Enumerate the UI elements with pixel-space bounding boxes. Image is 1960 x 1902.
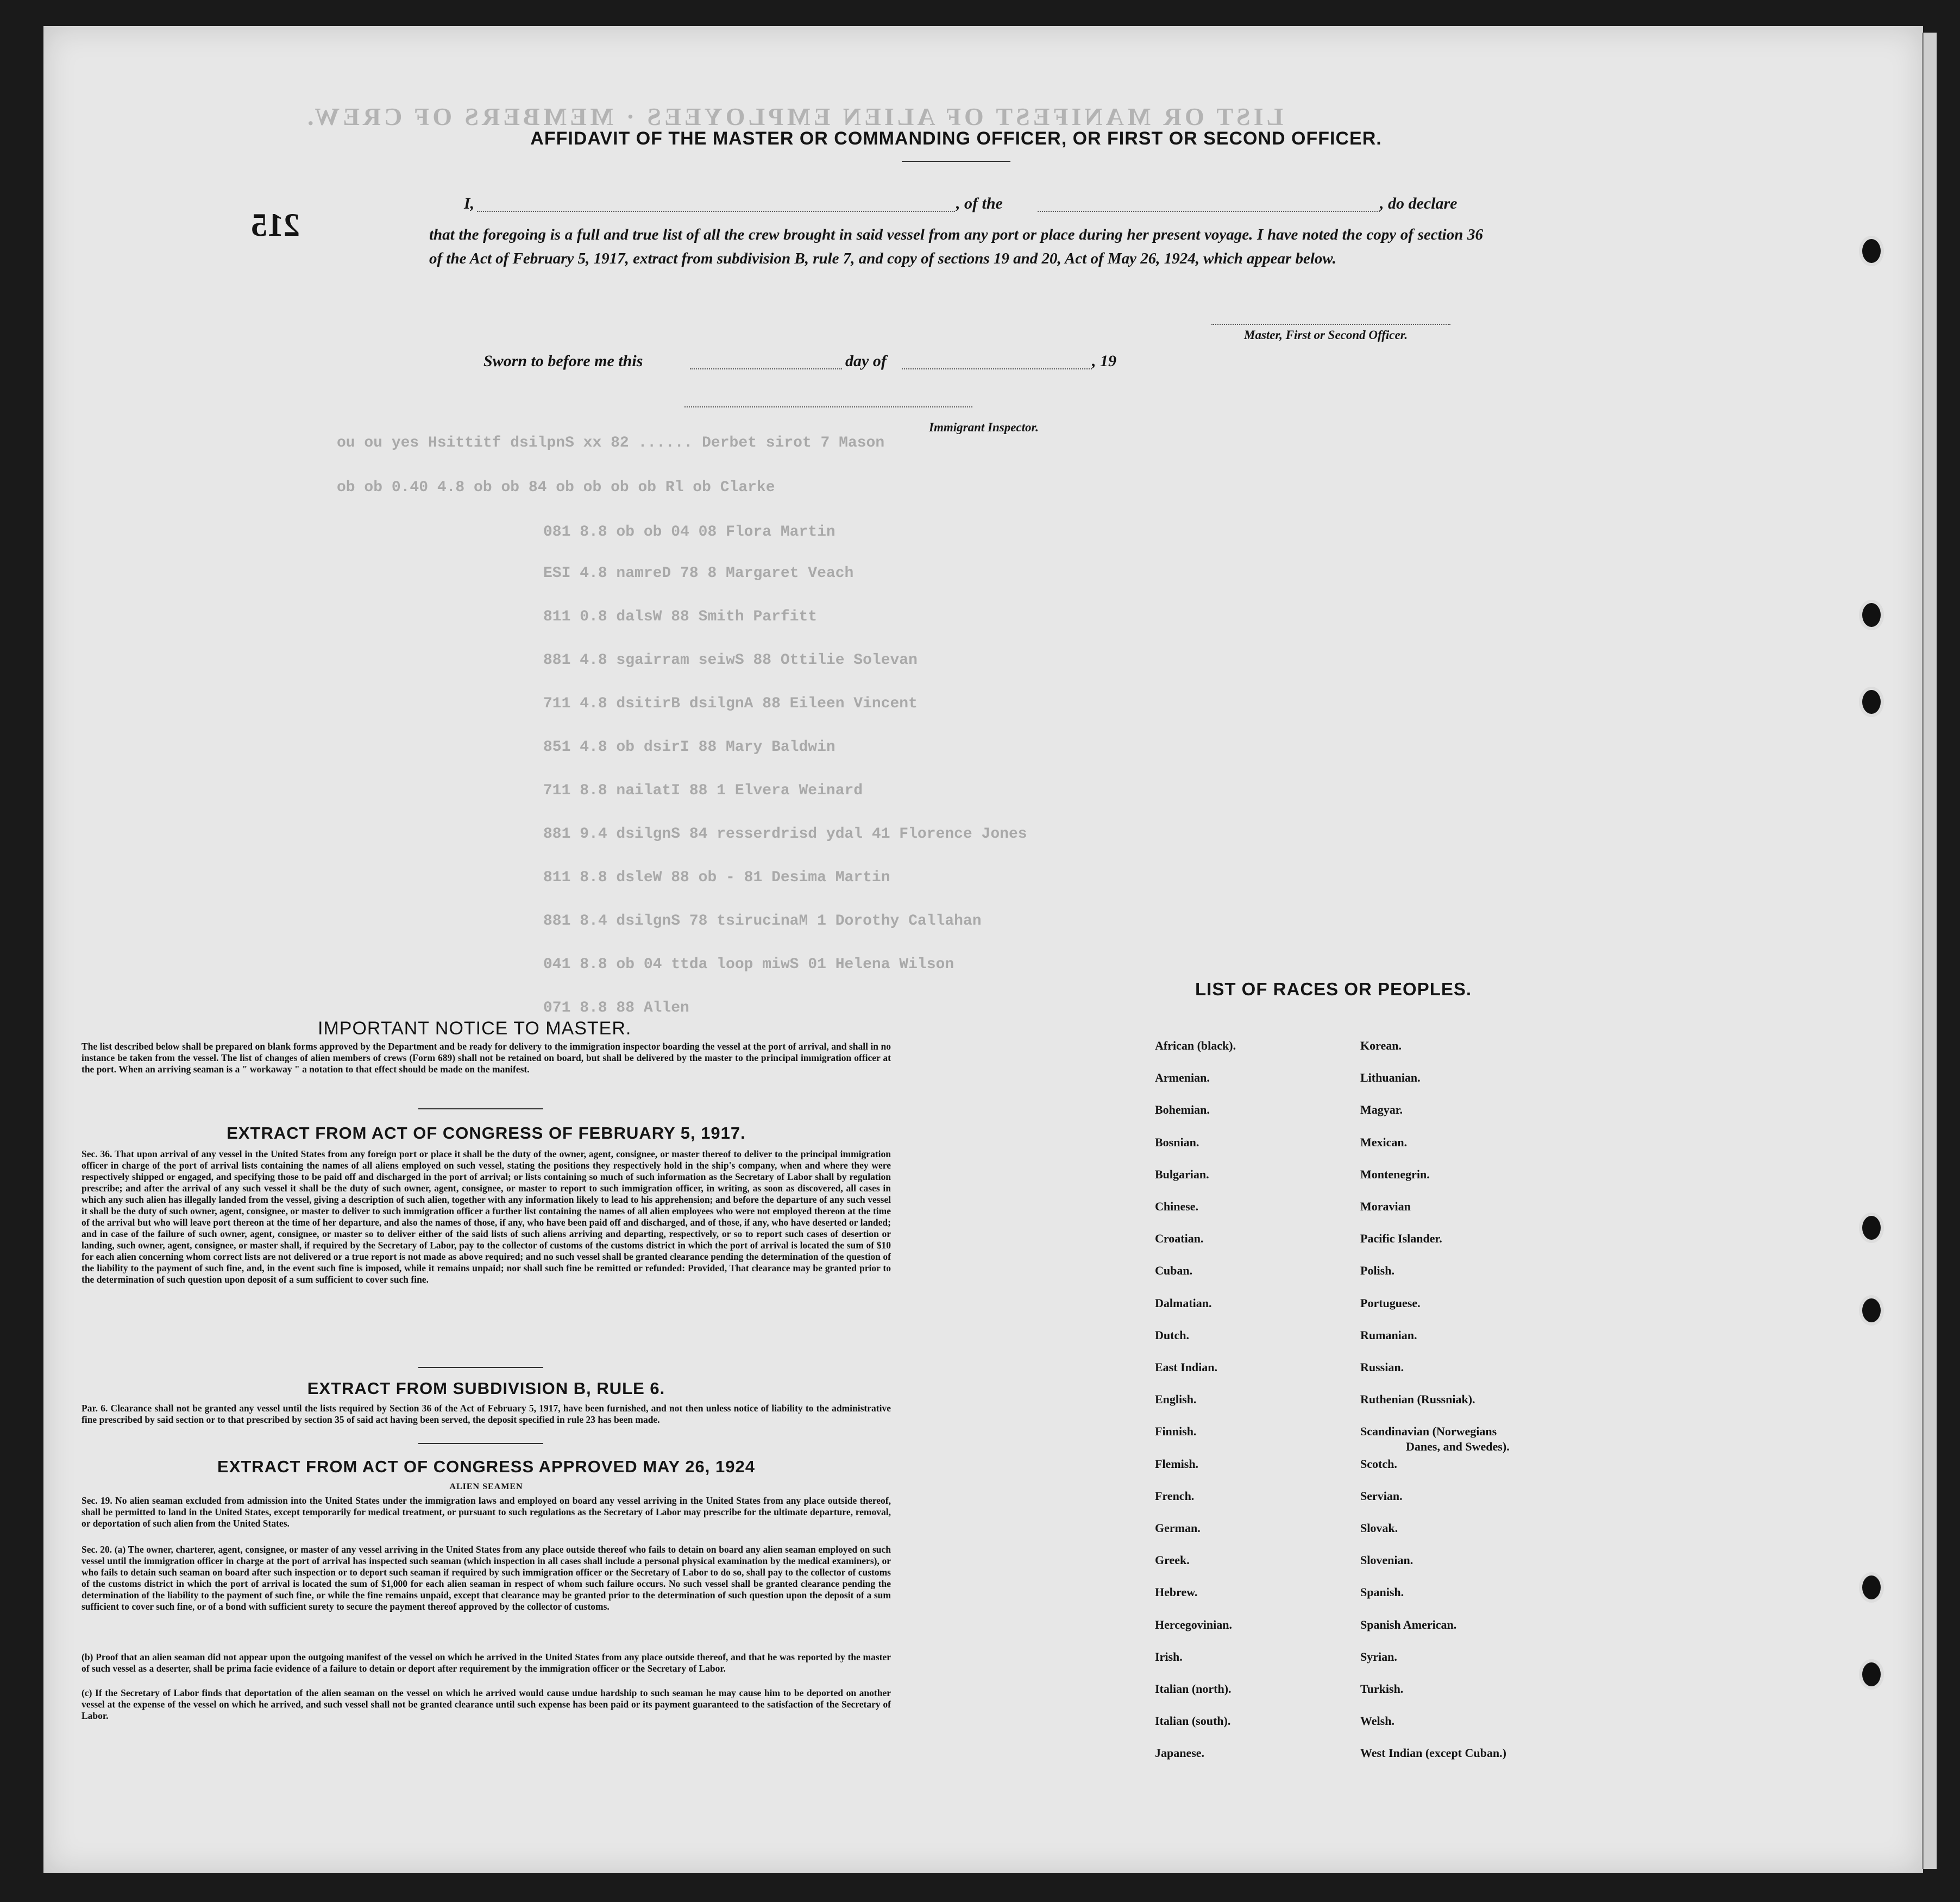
race-item: Bulgarian. — [1155, 1167, 1209, 1181]
race-item: Servian. — [1360, 1489, 1403, 1503]
notice-title: IMPORTANT NOTICE TO MASTER. — [318, 1018, 632, 1039]
section-rule — [418, 1108, 543, 1109]
section-rule — [418, 1367, 543, 1368]
inspector-blank — [684, 406, 972, 407]
race-item: Welsh. — [1360, 1714, 1394, 1728]
sworn-prefix: Sworn to before me this — [483, 352, 643, 370]
sworn-day-blank — [690, 368, 842, 369]
declare-of: , of the — [956, 194, 1003, 212]
section-rule — [418, 1443, 543, 1444]
race-item: Cuban. — [1155, 1264, 1193, 1278]
affidavit-body: that the foregoing is a full and true list of all the crew brought in said vessel from any port or place during her present voyage. I have noted the copy of section 36 of the Act of February 5, 1917, extract from subdivision B, rule 7, and copy of sections 19 and 20, Act of May 26, 1924, which appear below. — [429, 226, 1483, 267]
declare-i: I, — [464, 194, 475, 212]
extract-1924-title: EXTRACT FROM ACT OF CONGRESS APPROVED MAY 26, 1924 — [217, 1457, 755, 1476]
affidavit-title: AFFIDAVIT OF THE MASTER OR COMMANDING OFFICER, OR FIRST OR SECOND OFFICER. — [530, 128, 1382, 149]
race-item-continuation: Danes, and Swedes). — [1406, 1440, 1510, 1453]
race-item: French. — [1155, 1489, 1195, 1503]
race-item: Chinese. — [1155, 1200, 1199, 1213]
race-item: Dalmatian. — [1155, 1296, 1212, 1310]
race-item: Pacific Islander. — [1360, 1232, 1442, 1246]
punch-hole — [1862, 1298, 1881, 1322]
sworn-day: day of — [845, 352, 887, 370]
bleed-through-row: 081 8.8 ob ob 04 08 Flora Martin — [543, 524, 835, 541]
race-item: Turkish. — [1360, 1682, 1404, 1696]
name-blank — [477, 211, 955, 212]
race-item: Rumanian. — [1360, 1328, 1417, 1342]
race-item: Greek. — [1155, 1553, 1190, 1567]
punch-hole — [1862, 603, 1881, 627]
extract-rule6-text: Par. 6. Clearance shall not be granted any vessel until the lists required by Section 36 of the Act of February 5, 1917, have been furnished, and not then unless notice of liability to the administrative fine prescribed by said section or to that prescribed by section 35 of said act having been served, the deposit specified in rule 23 has been made. — [81, 1403, 891, 1425]
race-item: German. — [1155, 1521, 1201, 1535]
race-item: West Indian (except Cuban.) — [1360, 1746, 1506, 1760]
race-item: Armenian. — [1155, 1071, 1210, 1085]
signature-label: Master, First or Second Officer. — [1244, 328, 1408, 342]
race-item: Flemish. — [1155, 1457, 1199, 1471]
race-item: Slovak. — [1360, 1521, 1398, 1535]
race-item: Syrian. — [1360, 1649, 1397, 1664]
race-item: Japanese. — [1155, 1746, 1205, 1760]
punch-hole — [1862, 690, 1881, 714]
race-item: Portuguese. — [1360, 1296, 1421, 1310]
race-item: Spanish American. — [1360, 1617, 1457, 1631]
sec19-text: Sec. 19. No alien seaman excluded from admission into the United States under the immigration laws and employed on board any vessel arriving in the United States from any place outside thereof, shall be permitted to land in the United States, except temporarily for medical treatment, or pursuant to such regulations as the Secretary of Labor may prescribe for the ultimate departure, removal, or deportation of such alien from the United States. — [81, 1495, 891, 1529]
punch-hole — [1862, 239, 1881, 263]
punch-hole — [1862, 1575, 1881, 1599]
race-item: Bohemian. — [1155, 1103, 1210, 1117]
extract-1917-text: Sec. 36. That upon arrival of any vessel in the United States from any foreign port or place it shall be the duty of the owner, agent, consignee, or master thereof to deliver to the principal immigration officer in charge of the port of arrival lists containing the names of all aliens employed on such vessel, stating the positions they respectively hold in the ship's company, when and where they were respectively shipped or engaged, and specifying those to be paid off and discharged in the port of arrival; or lists containing so much of such information as the Secretary of Labor shall by regulation prescribe; and after the arrival of any such vessel it shall be the duty of such owner, agent, consignee, or master to report to such immigration officer, in writing, as soon as discovered, all cases in which any such alien has illegally landed from the vessel, giving a description of such alien, together with any information likely to lead to his apprehension; and before the departure of any such vessel it shall be the duty of such owner, agent, consignee, or master to deliver to such immigration officer a further list containing the names of all alien employees who were not employed thereon at the time of the arrival but who will leave port thereon at the time of her departure, and also the names of those, if any, who have been paid off and discharged, and of those, if any, who have deserted or landed; and in case of the failure of such owner, agent, consignee, or master so to deliver either of the said lists of such aliens arriving and departing, respectively, or so to report such cases of desertion or landing, such owner, agent, consignee, or master shall, if required by the Secretary of Labor, pay to the collector of customs of the customs district in which the port of arrival is located the sum of $10 for each alien concerning whom correct lists are not delivered or a true report is not made as above required; and no such vessel shall be granted clearance pending the determination of the question of the liability to the payment of such fine, and, in the event such fine is imposed, while it remains unpaid; nor shall such fine be remitted or refunded: Provided, That clearance may be granted prior to the determination of such question upon deposit of a sum sufficient to cover such fine. — [81, 1148, 891, 1285]
punch-hole — [1862, 1216, 1881, 1240]
race-item: Lithuanian. — [1360, 1071, 1421, 1085]
vessel-blank — [1038, 211, 1380, 212]
race-item: Dutch. — [1155, 1328, 1189, 1342]
race-item: Moravian — [1360, 1200, 1411, 1213]
bleed-through-row: 851 4.8 ob dsirI 88 Mary Baldwin — [543, 739, 835, 756]
bleed-through-row: 071 8.8 88 Allen — [543, 1000, 689, 1016]
page-number-mirrored: 215 — [251, 207, 300, 243]
title-rule — [902, 161, 1010, 162]
bleed-through-row: 711 8.8 nailatI 88 1 Elvera Weinard — [543, 782, 863, 799]
race-item: Ruthenian (Russniak). — [1360, 1392, 1475, 1407]
bleed-through-heading: LIST OR MANIFEST OF ALIEN EMPLOYEES · MEMBERS OF CREW. — [304, 103, 1284, 130]
race-item: Hercegovinian. — [1155, 1617, 1232, 1631]
race-item: Croatian. — [1155, 1232, 1204, 1246]
inspector-label: Immigrant Inspector. — [929, 420, 1039, 434]
page-edge — [1922, 33, 1937, 1869]
signature-blank — [1211, 324, 1450, 325]
extract-rule6-title: EXTRACT FROM SUBDIVISION B, RULE 6. — [307, 1379, 665, 1398]
bleed-through-row: ob ob 0.40 4.8 ob ob 84 ob ob ob ob Rl ob Clarke — [337, 479, 775, 496]
races-title: LIST OF RACES OR PEOPLES. — [1195, 979, 1472, 999]
bleed-through-row: 711 4.8 dsitirB dsilgnA 88 Eileen Vincent — [543, 695, 918, 712]
race-item: Magyar. — [1360, 1103, 1403, 1117]
bleed-through-row: 041 8.8 ob 04 ttda loop miwS 01 Helena Wilson — [543, 956, 954, 973]
race-item: Montenegrin. — [1360, 1167, 1430, 1181]
race-item: East Indian. — [1155, 1360, 1217, 1374]
race-item: Italian (north). — [1155, 1682, 1232, 1696]
race-item: English. — [1155, 1392, 1197, 1407]
race-item: Slovenian. — [1360, 1553, 1414, 1567]
bleed-through-row: ESI 4.8 namreD 78 8 Margaret Veach — [543, 565, 854, 582]
race-item: Mexican. — [1360, 1135, 1408, 1149]
race-item: Irish. — [1155, 1649, 1183, 1664]
race-item: Scotch. — [1360, 1457, 1397, 1471]
race-item: Russian. — [1360, 1360, 1404, 1374]
race-item: Scandinavian (Norwegians — [1360, 1424, 1497, 1439]
bleed-through-row: 881 8.4 dsilgnS 78 tsirucinaM 1 Dorothy Callahan — [543, 913, 982, 930]
bleed-through-row: 811 8.8 dsleW 88 ob - 81 Desima Martin — [543, 869, 890, 886]
punch-hole — [1862, 1662, 1881, 1686]
race-item: Korean. — [1360, 1039, 1402, 1052]
race-item: Bosnian. — [1155, 1135, 1199, 1149]
sworn-year: , 19 — [1092, 352, 1116, 370]
race-item: Spanish. — [1360, 1585, 1404, 1599]
race-item: Italian (south). — [1155, 1714, 1231, 1728]
sec20c-text: (c) If the Secretary of Labor finds that deportation of the alien seaman on the vessel on which he arrived would cause undue hardship to such seaman he may cause him to be deported on another vessel at the expense of the vessel on which he arrived, and such vessel shall not be granted clearance until such expense has been paid or its payment guaranteed to the satisfaction of the Secretary of Labor. — [81, 1687, 891, 1721]
race-item: African (black). — [1155, 1039, 1236, 1052]
extract-1924-subtitle: ALIEN SEAMEN — [449, 1482, 523, 1491]
declare-end: , do declare — [1380, 194, 1458, 212]
bleed-through-row: ou ou yes Hsittitf dsilpnS xx 82 ...... Derbet sirot 7 Mason — [337, 435, 885, 451]
sec20b-text: (b) Proof that an alien seaman did not appear upon the outgoing manifest of the vessel on which he arrived in the United States from any place outside thereof, and that he was reported by the master of such vessel as a deserter, shall be prima facie evidence of a failure to detain or deport after requirement by the immigration officer or the Secretary of Labor. — [81, 1652, 891, 1674]
notice-text: The list described below shall be prepared on blank forms approved by the Department and be ready for delivery to the immigration inspector boarding the vessel at the port of arrival, and shall in no instance be taken from the vessel. The list of changes of alien members of crews (Form 689) shall not be retained on board, but shall be delivered by the master to the principal immigration officer at the port. When an arriving seaman is a " workaway " a notation to that effect should be made on the manifest. — [81, 1041, 891, 1075]
sworn-month-blank — [902, 368, 1092, 369]
race-item: Finnish. — [1155, 1424, 1197, 1439]
race-item: Polish. — [1360, 1264, 1394, 1278]
bleed-through-row: 811 0.8 dalsW 88 Smith Parfitt — [543, 608, 818, 625]
sec20a-text: Sec. 20. (a) The owner, charterer, agent, consignee, or master of any vessel arriving in the United States from any place outside thereof who fails to detain on board any alien seaman employed on such vessel until the immigration officer in charge at the port of arrival has inspected such seaman (which inspection in all cases shall include a personal physical examination by the medical examiners), or who fails to detain such seaman on board after such inspection or to deport such seaman if required by such immigration officer or the Secretary of Labor to do so, shall pay to the collector of customs of the customs district in which the port of arrival is located the sum of $1,000 for each alien seaman in respect of whom such failure occurs. No such vessel shall be granted clearance pending the determination of the liability to the payment of such fine, or while the fine remains unpaid, except that clearance may be granted prior to the determination of such question upon the deposit of a sum sufficient to cover such fine, or of a bond with sufficient surety to secure the payment thereof approved by the collector of customs. — [81, 1544, 891, 1612]
extract-1917-title: EXTRACT FROM ACT OF CONGRESS OF FEBRUARY 5, 1917. — [227, 1123, 746, 1143]
race-item: Hebrew. — [1155, 1585, 1198, 1599]
bleed-through-row: 881 9.4 dsilgnS 84 resserdrisd ydal 41 Florence Jones — [543, 826, 1027, 843]
bleed-through-row: 881 4.8 sgairram seiwS 88 Ottilie Solevan — [543, 652, 918, 669]
